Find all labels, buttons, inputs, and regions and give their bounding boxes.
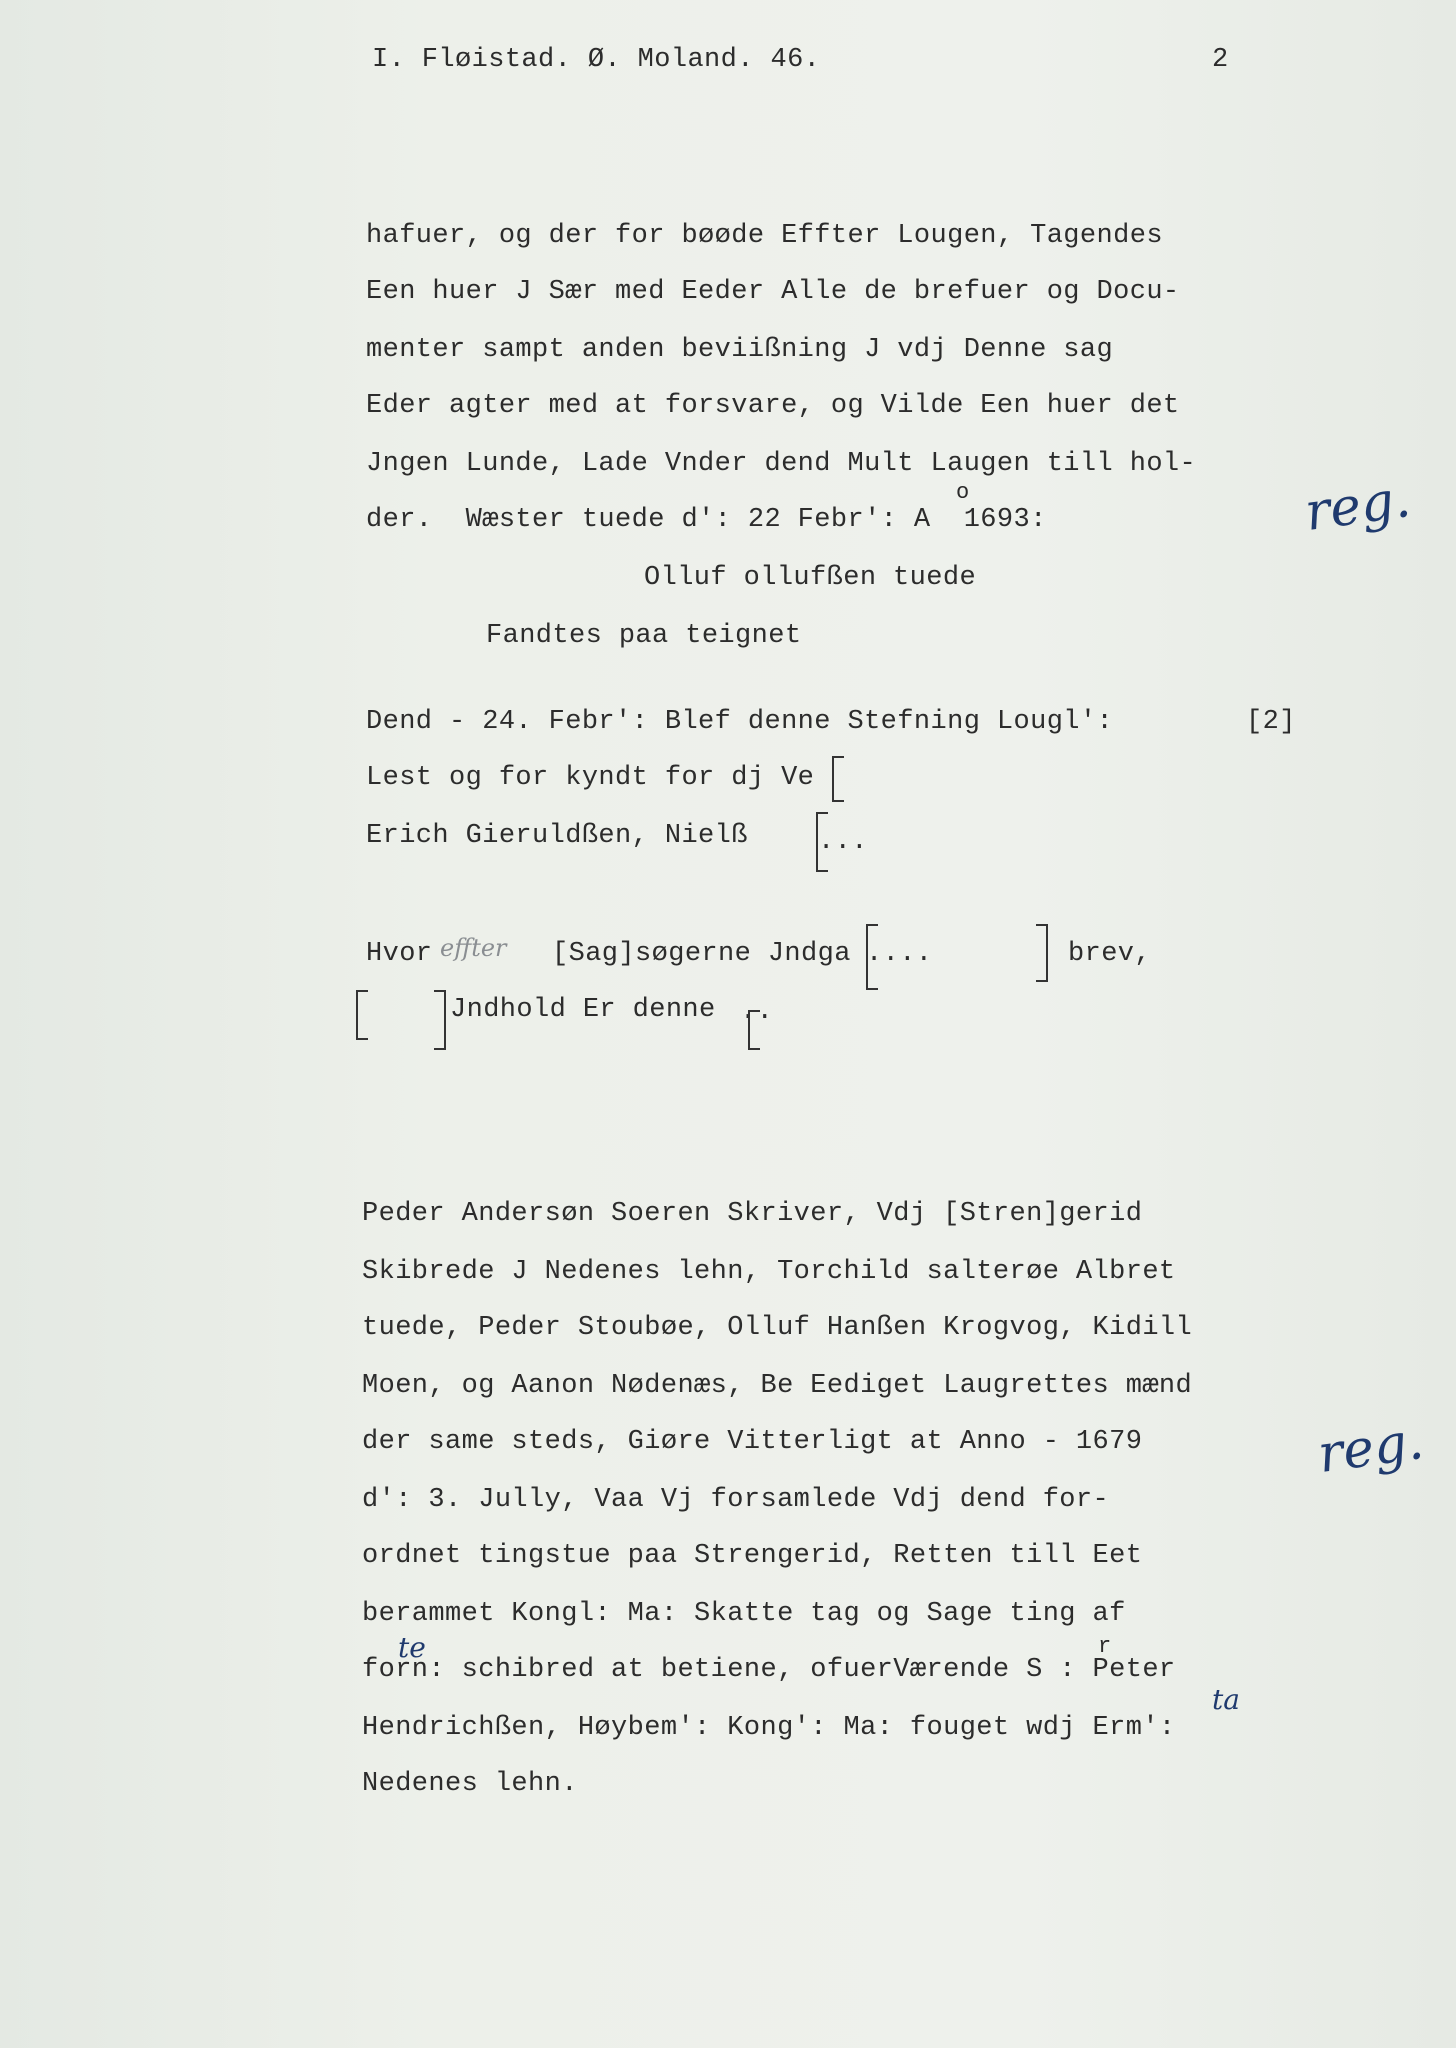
text-line: berammet Kongl: Ma: Skatte tag og Sage ting af bbox=[362, 1599, 1126, 1629]
text-line-start: Hvor bbox=[366, 939, 433, 969]
signature-line: Olluf ollufßen tuede bbox=[644, 563, 977, 593]
margin-note-reg-2: reg. bbox=[1314, 1410, 1428, 1486]
text-line: Moen, og Aanon Nødenæs, Be Eediget Laugrettes mænd bbox=[362, 1371, 1193, 1401]
text-line: tuede, Peder Stoubøe, Olluf Hanßen Krogvog, Kidill bbox=[362, 1313, 1193, 1343]
ellipsis-text: ... bbox=[818, 827, 868, 857]
seal-note: Fandtes paa teignet bbox=[486, 621, 802, 651]
text-line: forn: schibred at betiene, ofuerVærende S : Peter bbox=[362, 1655, 1176, 1685]
superscript-r: r bbox=[1098, 1634, 1112, 1659]
text-line: Lest og for kyndt for dj Ve bbox=[366, 763, 815, 793]
text-line: menter sampt anden beviißning J vdj Denne sag bbox=[366, 335, 1114, 365]
text-line: hafuer, og der for bøøde Effter Lougen, Tagendes bbox=[366, 221, 1163, 251]
text-line: Dend - 24. Febr': Blef denne Stefning Lougl': bbox=[366, 707, 1114, 737]
margin-note-reg-1: reg. bbox=[1301, 468, 1415, 544]
bracket-mark bbox=[832, 756, 844, 802]
text-line: Een huer J Sær med Eeder Alle de brefuer og Docu- bbox=[366, 277, 1180, 307]
text-line: d': 3. Jully, Vaa Vj forsamlede Vdj dend for- bbox=[362, 1485, 1110, 1515]
ellipsis-text: .... bbox=[866, 939, 933, 969]
text-line: Nedenes lehn. bbox=[362, 1769, 578, 1799]
text-line: Jngen Lunde, Lade Vnder dend Mult Laugen till hol- bbox=[366, 449, 1197, 479]
text-line: ordnet tingstue paa Strengerid, Retten till Eet bbox=[362, 1541, 1143, 1571]
page-number: 2 bbox=[1212, 45, 1229, 75]
text-line-end: brev, bbox=[1068, 939, 1152, 969]
text-line-mid: [Sag]søgerne Jndga bbox=[552, 939, 851, 969]
bracket-mark bbox=[434, 990, 446, 1050]
text-line: Skibrede J Nedenes lehn, Torchild salterøe Albret bbox=[362, 1257, 1176, 1287]
bracket-mark bbox=[356, 990, 368, 1040]
bracket-mark bbox=[1036, 924, 1048, 982]
ellipsis-text: .. bbox=[740, 997, 774, 1027]
text-line: Peder Andersøn Soeren Skriver, Vdj [Stren]gerid bbox=[362, 1199, 1143, 1229]
page-header: I. Fløistad. Ø. Moland. 46. bbox=[372, 45, 821, 75]
text-line: Hendrichßen, Høybem': Kong': Ma: fouget wdj Erm': bbox=[362, 1713, 1176, 1743]
text-line: der same steds, Giøre Vitterligt at Anno - 1679 bbox=[362, 1427, 1143, 1457]
page-reference: [2] bbox=[1246, 707, 1296, 737]
text-line: Jndhold Er denne bbox=[450, 995, 716, 1025]
superscript-o: o bbox=[956, 480, 970, 505]
pencil-insertion: effter bbox=[440, 934, 507, 962]
text-line: Eder agter med at forsvare, og Vilde Een huer det bbox=[366, 391, 1180, 421]
text-line: Erich Gieruldßen, Nielß bbox=[366, 821, 748, 851]
bracket-mark bbox=[748, 1010, 760, 1050]
text-line: der. Wæster tuede d': 22 Febr': A 1693: bbox=[366, 505, 1047, 535]
handwritten-superscript-ta: ta bbox=[1212, 1683, 1240, 1716]
handwritten-superscript-te: te bbox=[398, 1631, 426, 1664]
